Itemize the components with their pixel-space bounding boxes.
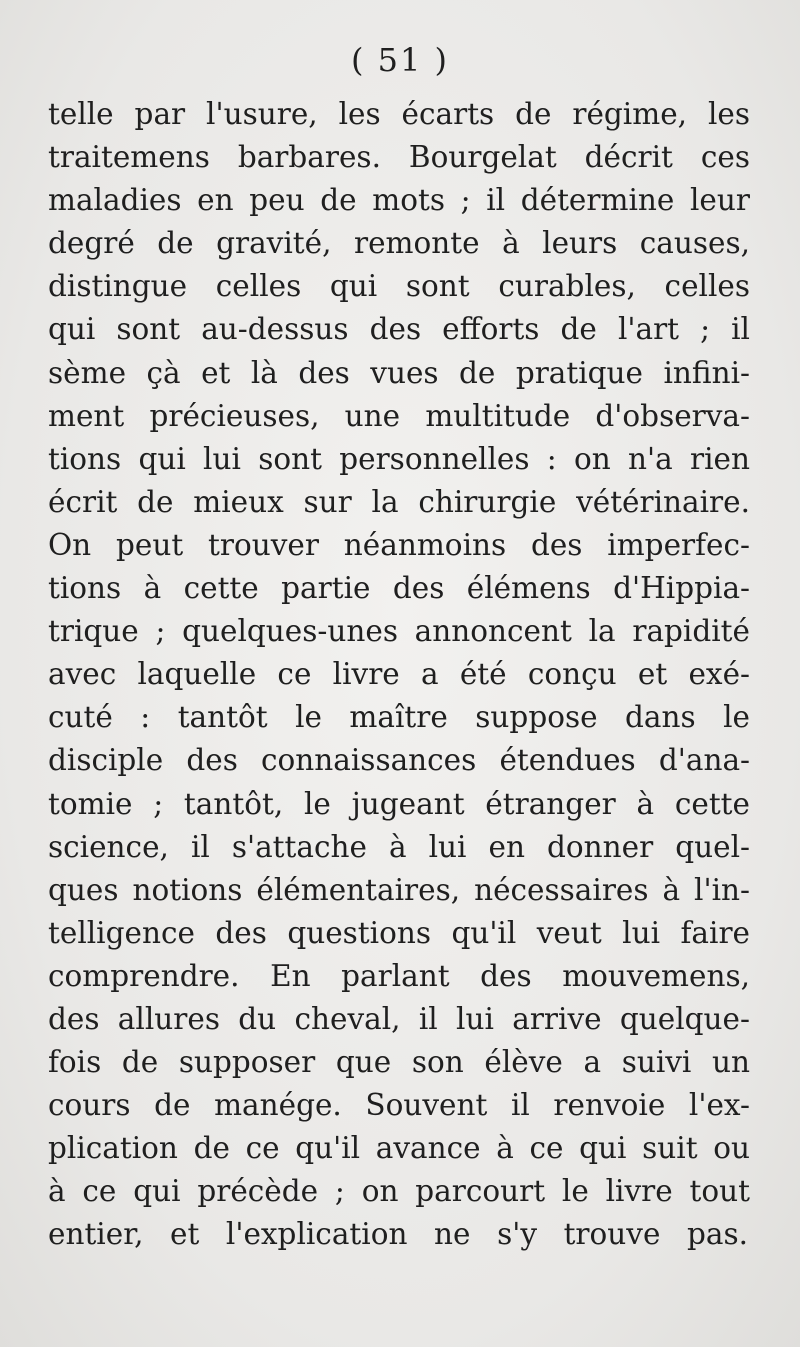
text-line: tomie ; tantôt, le jugeant étranger à cette	[48, 786, 750, 821]
text-line: qui sont au-dessus des efforts de l'art ; il	[48, 312, 750, 347]
text-line: sème çà et là des vues de pratique infini-	[48, 355, 750, 390]
text-line: degré de gravité, remonte à leurs causes,	[48, 226, 750, 261]
text-line: comprendre. En parlant des mouvemens,	[48, 958, 750, 993]
text-line: des allures du cheval, il lui arrive quelque-	[48, 1001, 750, 1036]
text-line: tions à cette partie des élémens d'Hippia-	[48, 571, 750, 606]
text-line: avec laquelle ce livre a été conçu et exé-	[48, 657, 750, 692]
text-line: fois de supposer que son élève a suivi un	[48, 1045, 750, 1080]
page-number: ( 51 )	[350, 41, 450, 79]
text-line: disciple des connaissances étendues d'ana-	[48, 743, 750, 778]
text-line: science, il s'attache à lui en donner quel-	[48, 829, 750, 864]
text-line: cuté : tantôt le maître suppose dans le	[48, 700, 750, 735]
body-text	[48, 93, 750, 1257]
text-line: ment précieuses, une multitude d'observa-	[48, 398, 750, 433]
text-line: traitemens barbares. Bourgelat décrit ces	[48, 140, 750, 175]
text-line: plication de ce qu'il avance à ce qui suit ou	[48, 1131, 750, 1166]
text-line: maladies en peu de mots ; il détermine leur	[48, 183, 750, 218]
text-line: distingue celles qui sont curables, celles	[48, 269, 750, 304]
text-line: telle par l'usure, les écarts de régime, les	[48, 97, 750, 131]
text-line: ques notions élémentaires, nécessaires à l'in-	[48, 872, 750, 907]
text-line: entier, et l'explication ne s'y trouve pas.	[48, 1217, 748, 1252]
text-line: telligence des questions qu'il veut lui faire	[48, 915, 750, 950]
text-line: cours de manége. Souvent il renvoie l'ex-	[48, 1088, 750, 1123]
text-line: à ce qui précède ; on parcourt le livre tout	[48, 1174, 750, 1209]
text-line: écrit de mieux sur la chirurgie vétérinaire.	[48, 484, 750, 519]
text-line: On peut trouver néanmoins des imperfec-	[48, 527, 750, 562]
text-line: tions qui lui sont personnelles : on n'a rien	[48, 441, 750, 476]
text-line: trique ; quelques-unes annoncent la rapidité	[48, 614, 750, 649]
